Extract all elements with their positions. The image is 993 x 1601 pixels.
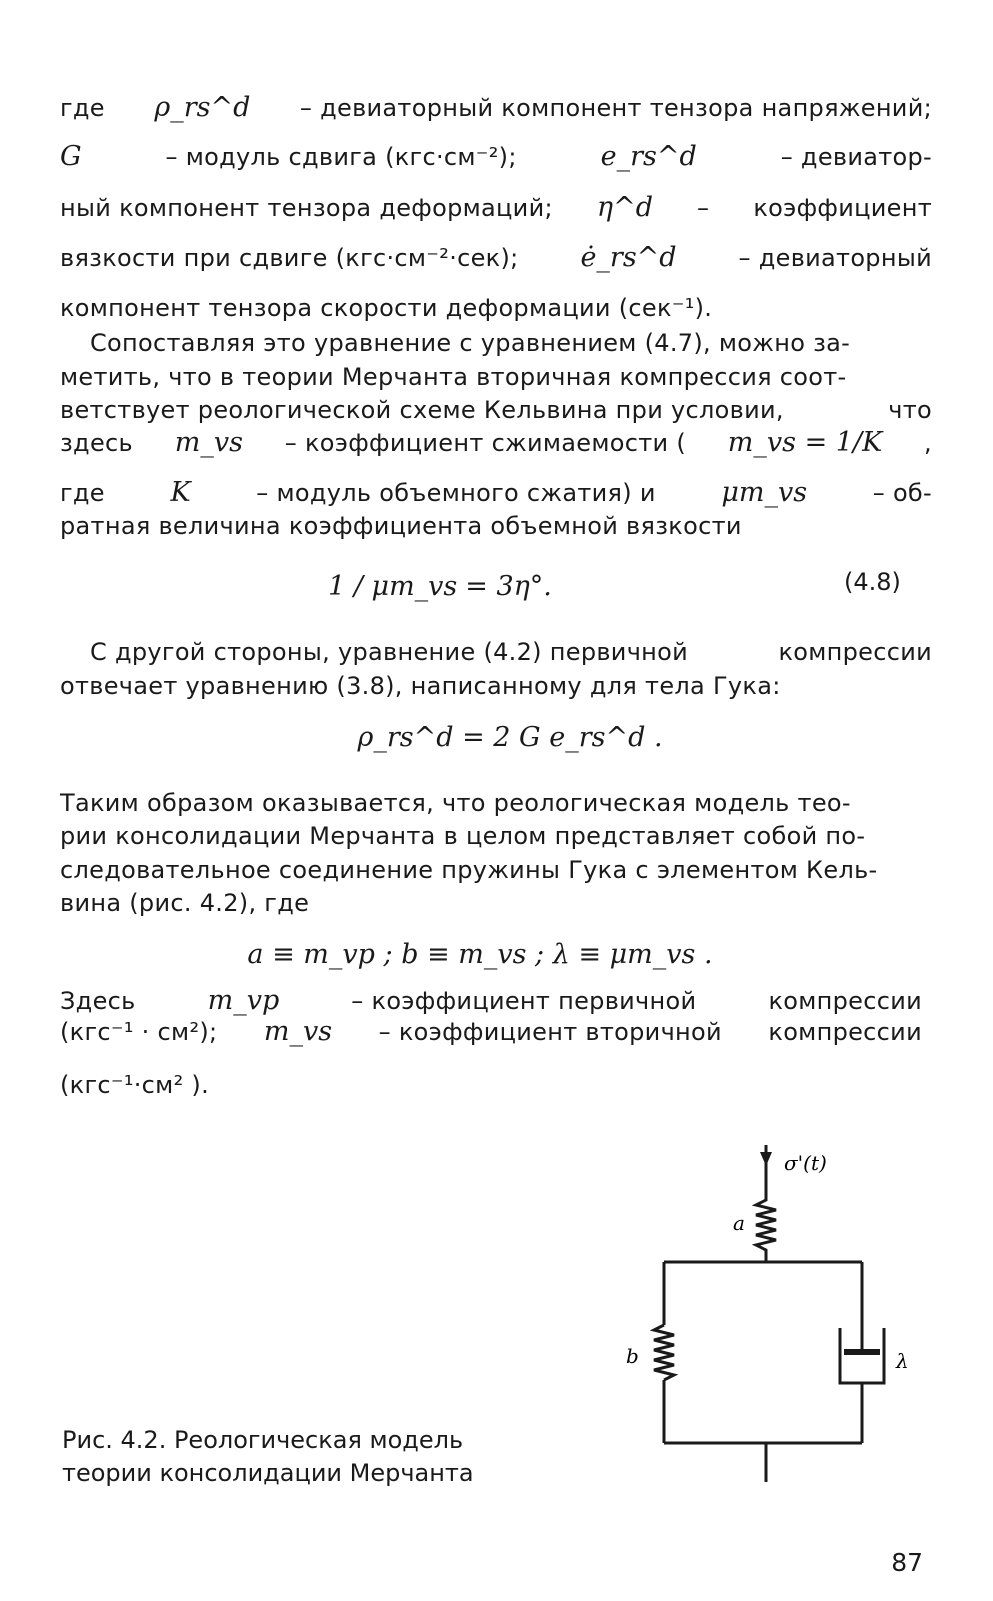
symbol-m-vs: m_vs: [174, 427, 243, 458]
definitions-text: a ≡ m_vp ; b ≡ m_vs ; λ ≡ μm_vs .: [247, 939, 713, 970]
symbol-mu-m-vs: μm_vs: [721, 477, 808, 508]
text-fragment: – модуль сдвига (кгс·см⁻²);: [165, 143, 517, 171]
text-fragment: – об-: [872, 479, 932, 507]
text-line-17: [60, 888, 932, 918]
symbol-rho-rs-d: ρ_rs^d: [154, 92, 251, 123]
text-line-4: [60, 243, 932, 273]
text-line-6: [60, 328, 932, 358]
figure-caption-line-1: Рис. 4.2. Реологическая модель: [62, 1426, 464, 1454]
text-fragment: ный компонент тензора деформаций;: [60, 194, 553, 222]
text-line-14: [60, 788, 932, 818]
text-fragment: – девиаторный компонент тензора напряжений;: [299, 94, 932, 122]
text-fragment: ветствует реологической схеме Кельвина при условии,: [60, 396, 784, 424]
label-b: b: [626, 1344, 639, 1368]
text-line-3: [60, 193, 932, 223]
text-line-5: [60, 293, 932, 323]
equation-hooke-text: ρ_rs^d = 2 G e_rs^d .: [357, 722, 663, 753]
text-fragment: – коэффициент вторичной: [378, 1018, 722, 1046]
equation-number: (4.8): [844, 568, 901, 596]
symbol-e-rs-d: e_rs^d: [600, 141, 697, 172]
figure-caption-line-2: теории консолидации Мерчанта: [62, 1459, 474, 1487]
text-line-2: [60, 142, 932, 172]
text-fragment: коэффициент: [753, 194, 932, 222]
symbol-G: G: [60, 141, 82, 172]
text-fragment: ,: [924, 429, 932, 457]
text-fragment: (кгс⁻¹·см² ).: [60, 1071, 210, 1099]
text-fragment: компонент тензора скорости деформации (сек⁻¹).: [60, 294, 713, 322]
text-line-10: [60, 478, 932, 508]
text-line-18: [60, 986, 922, 1016]
text-fragment: метить, что в теории Мерчанта вторичная компрессия соот-: [60, 363, 847, 391]
text-fragment: компрессии: [778, 638, 932, 666]
symbol-m-vp: m_vp: [207, 985, 280, 1016]
label-a: a: [733, 1211, 745, 1235]
text-line-9: [60, 428, 932, 458]
text-line-12: [60, 637, 932, 667]
text-line-15: [60, 821, 932, 851]
text-fragment: компрессии: [768, 987, 922, 1015]
text-fragment: что: [888, 396, 932, 424]
text-fragment: вязкости при сдвиге (кгс·см⁻²·сек);: [60, 244, 519, 272]
equation-lhs: 1 / μm_vs: [328, 571, 458, 602]
spring-b: [654, 1325, 674, 1380]
label-load: σ'(t): [784, 1151, 827, 1175]
equation-hooke: [60, 723, 960, 753]
definitions-equation: [60, 940, 900, 970]
text-fragment: где: [60, 479, 105, 507]
text-fragment: – девиаторный: [738, 244, 932, 272]
text-fragment: отвечает уравнению (3.8), написанному для тела Гука:: [60, 672, 781, 700]
text-fragment: Здесь: [60, 987, 136, 1015]
text-fragment: – коэффициент первичной: [351, 987, 697, 1015]
text-fragment: следовательное соединение пружины Гука с элементом Кель-: [60, 856, 878, 884]
symbol-K: K: [170, 477, 191, 508]
text-fragment: –: [697, 194, 710, 222]
equation-4-8: [60, 572, 820, 602]
page-number: 87: [891, 1548, 923, 1577]
load-arrow-head: [760, 1152, 772, 1166]
text-line-19: [60, 1017, 922, 1047]
formula-m-vs-equals-1-over-K: m_vs = 1/K: [727, 427, 883, 458]
text-fragment: Таким образом оказывается, что реологическая модель тео-: [60, 789, 851, 817]
equation-rhs: = 3η°.: [465, 571, 552, 602]
text-line-7: [60, 362, 932, 392]
text-fragment: Сопоставляя это уравнение с уравнением (4.7), можно за-: [90, 329, 851, 357]
text-fragment: (кгс⁻¹ · см²);: [60, 1018, 218, 1046]
text-fragment: ратная величина коэффициента объемной вязкости: [60, 512, 742, 540]
text-line-11: [60, 511, 932, 541]
text-fragment: компрессии: [768, 1018, 922, 1046]
text-fragment: здесь: [60, 429, 133, 457]
text-fragment: рии консолидации Мерчанта в целом представляет собой по-: [60, 822, 866, 850]
text-fragment: – девиатор-: [780, 143, 932, 171]
symbol-e-dot-rs-d: ė_rs^d: [580, 242, 677, 273]
text-line-16: [60, 855, 932, 885]
text-fragment: где: [60, 94, 105, 122]
spring-a: [756, 1190, 776, 1262]
text-fragment: – модуль объемного сжатия) и: [256, 479, 656, 507]
text-fragment: С другой стороны, уравнение (4.2) первичной: [90, 638, 689, 666]
text-line-8: [60, 395, 932, 425]
rheological-model-figure: [600, 1130, 940, 1490]
symbol-m-vs: m_vs: [263, 1016, 333, 1047]
text-line-13: [60, 671, 932, 701]
text-fragment: вина (рис. 4.2), где: [60, 889, 310, 917]
text-line-20: [60, 1070, 932, 1100]
text-line-1: [60, 93, 932, 123]
label-lambda: λ: [896, 1349, 909, 1373]
symbol-eta-d: η^d: [596, 192, 653, 223]
text-fragment: – коэффициент сжимаемости (: [284, 429, 687, 457]
